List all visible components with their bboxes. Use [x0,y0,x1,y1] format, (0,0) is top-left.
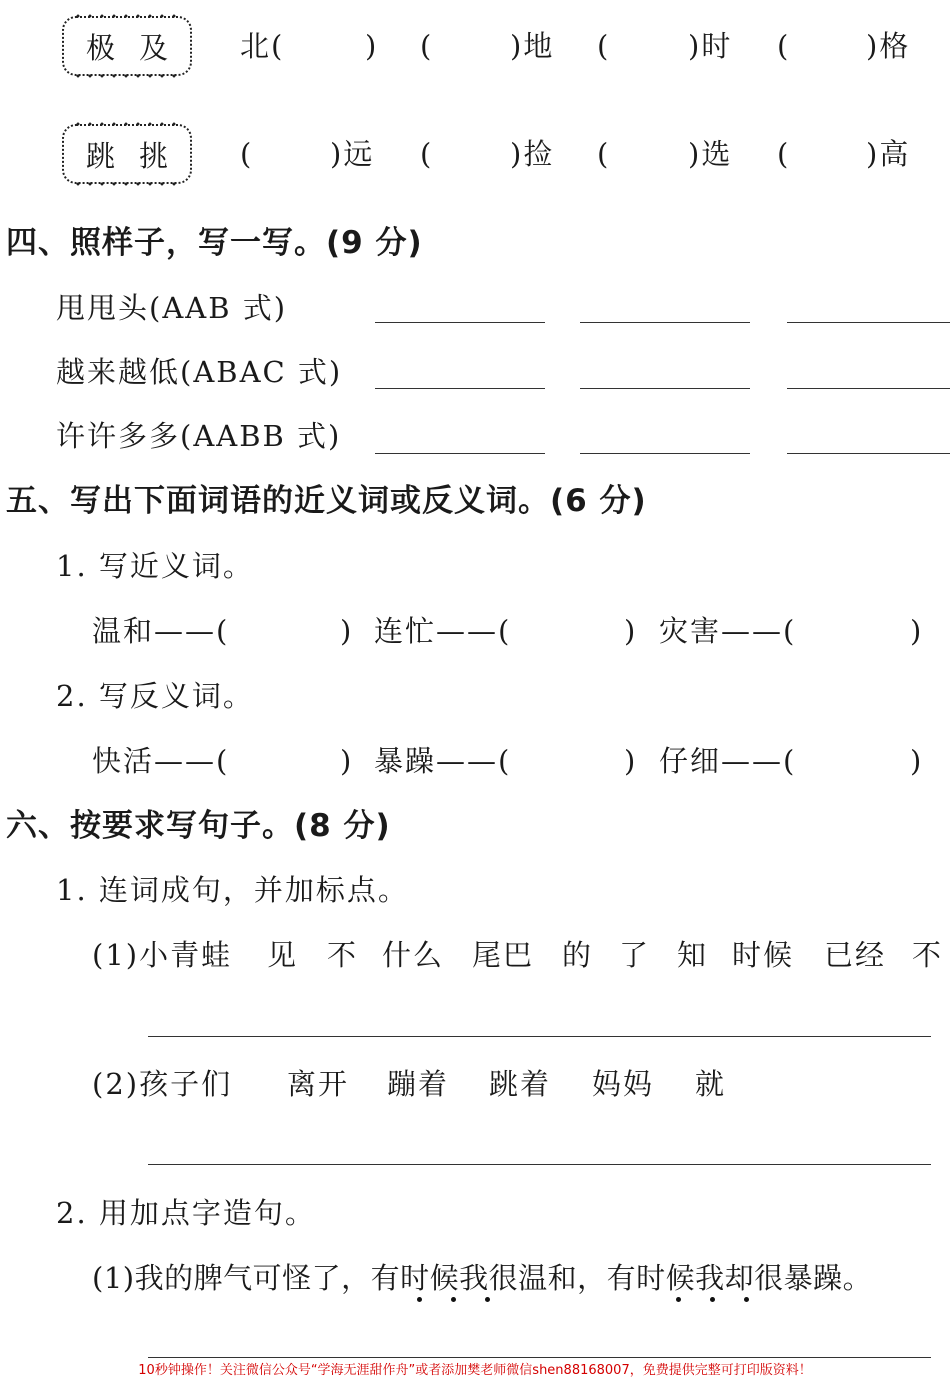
answer-line[interactable] [375,322,545,323]
box-char: 极 [85,30,115,65]
word: 见 [267,938,299,972]
antonym-item: 快活——( [92,744,230,778]
synonym-item: 连忙——( [374,614,512,648]
word: 妈妈 [592,1067,655,1101]
word: 已经 [824,938,887,972]
answer-line[interactable] [787,388,950,389]
antonym-close: ) [624,744,638,778]
emphasis-dot [451,1297,456,1302]
answer-line[interactable] [375,388,545,389]
fill-item: )选 [688,137,733,171]
pattern-row-aab: 甩甩头(AAB 式) [56,291,288,325]
footer-notice: 10秒钟操作！关注微信公众号“学海无涯甜作舟”或者添加樊老师微信shen88168007，免费提供完整可打印版资料！ [138,1363,812,1378]
fill-item: ( [240,137,254,171]
word: 跳着 [489,1067,552,1101]
emphasis-dot [485,1297,490,1302]
writing-line[interactable] [148,1036,931,1037]
emphasis-dot [676,1297,681,1302]
answer-line[interactable] [375,453,545,454]
example-sentence: (1)我的脾气可怪了，有时候我很温和，有时候我却很暴躁。 [92,1261,873,1295]
fill-item: )地 [510,29,555,63]
word: 蹦着 [387,1067,450,1101]
fill-item: ( [777,29,791,63]
question-5-2: 2. 写反义词。 [56,679,254,713]
antonym-item: 暴躁——( [374,744,512,778]
question-5-1: 1. 写近义词。 [56,549,254,583]
section-5-title: 五、写出下面词语的近义词或反义词。(6 分) [6,483,647,519]
word: 尾巴 [472,938,535,972]
question-6-1: 1. 连词成句，并加标点。 [56,873,409,907]
fill-item: )时 [688,29,733,63]
word: 时候 [732,938,795,972]
synonym-item: 灾害——( [659,614,797,648]
pattern-row-aabb: 许许多多(AABB 式) [56,419,342,453]
word-box-ji [62,16,192,76]
question-6-2: 2. 用加点字造句。 [56,1196,316,1230]
section-6-title: 六、按要求写句子。(8 分) [6,808,391,844]
word: 什么 [382,938,445,972]
fill-item: ( [597,137,611,171]
answer-line[interactable] [580,453,750,454]
pattern-row-abac: 越来越低(ABAC 式) [56,355,343,389]
word: 不 [912,938,944,972]
answer-line[interactable] [787,453,950,454]
synonym-close: ) [340,614,354,648]
answer-line[interactable] [580,322,750,323]
answer-line[interactable] [580,388,750,389]
fill-item: )高 [866,137,911,171]
antonym-close: ) [910,744,924,778]
fill-item: ( [420,137,434,171]
box-char: 挑 [138,138,168,173]
antonym-close: ) [340,744,354,778]
section-4-title: 四、照样子，写一写。(9 分) [6,225,423,261]
word: (1)小青蛙 [92,938,233,972]
synonym-close: ) [624,614,638,648]
emphasis-dot [417,1297,422,1302]
fill-item: )远 [330,137,375,171]
fill-item: 北( [240,29,285,63]
emphasis-dot [710,1297,715,1302]
word-box-tiao [62,124,192,184]
answer-line[interactable] [787,322,950,323]
word: 知 [677,938,709,972]
emphasis-dot [744,1297,749,1302]
writing-line[interactable] [148,1164,931,1165]
word: 不 [327,938,359,972]
fill-item: ( [597,29,611,63]
word: (2)孩子们 [92,1067,233,1101]
word: 就 [695,1067,727,1101]
word: 的 [562,938,594,972]
word: 离开 [287,1067,350,1101]
synonym-item: 温和——( [92,614,230,648]
word: 了 [619,938,651,972]
fill-item: ( [420,29,434,63]
box-char: 跳 [85,138,115,173]
antonym-item: 仔细——( [659,744,797,778]
box-char: 及 [138,30,168,65]
fill-item: )格 [866,29,911,63]
fill-item: ( [777,137,791,171]
synonym-close: ) [910,614,924,648]
fill-item: )捡 [510,137,555,171]
writing-line[interactable] [148,1357,931,1358]
fill-item: ) [365,29,379,63]
